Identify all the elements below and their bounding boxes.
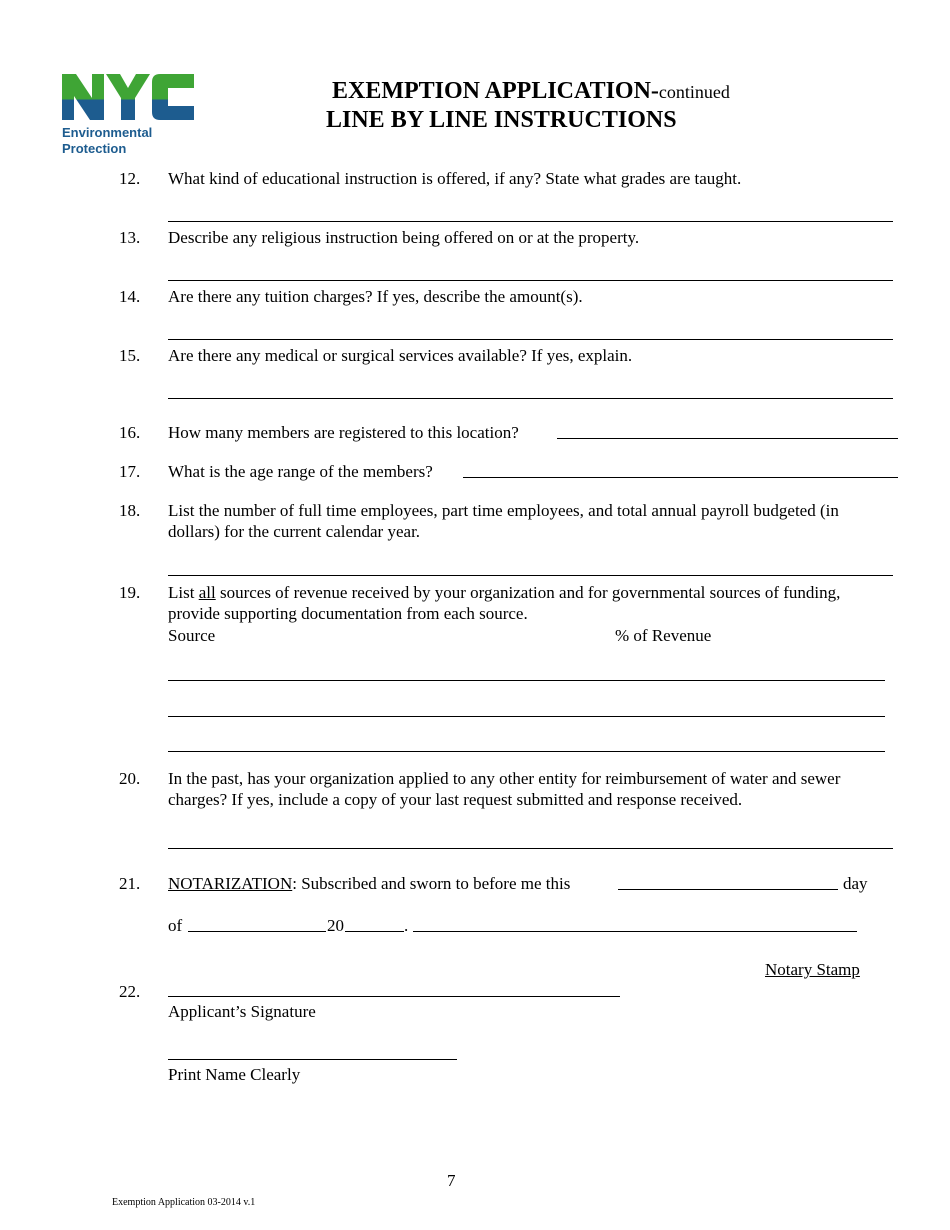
q19-revenue-line-2[interactable]: [168, 716, 885, 717]
q20-number: 20.: [119, 769, 141, 788]
page-subtitle: LINE BY LINE INSTRUCTIONS: [326, 107, 677, 133]
q21-year-prefix: 20: [327, 916, 344, 935]
page-title: EXEMPTION APPLICATION-continued: [332, 78, 730, 104]
applicant-signature-line[interactable]: [168, 996, 620, 997]
q13-answer-line[interactable]: [168, 280, 893, 281]
q19-number: 19.: [119, 583, 141, 602]
q16-answer-line[interactable]: [557, 438, 898, 439]
page-number: 7: [447, 1171, 456, 1190]
q21-text: NOTARIZATION: Subscribed and sworn to before me this: [168, 874, 571, 893]
q19-revenue-line-1[interactable]: [168, 680, 885, 681]
q15-number: 15.: [119, 346, 141, 365]
title-suffix: continued: [658, 82, 730, 102]
q12-text: What kind of educational instruction is offered, if any? State what grades are taught.: [168, 169, 742, 188]
q13-number: 13.: [119, 228, 141, 247]
nyc-dep-logo: [62, 74, 202, 156]
q21-month-line[interactable]: [188, 931, 326, 932]
q12-answer-line[interactable]: [168, 221, 893, 222]
q21-notary-signature-line[interactable]: [413, 931, 857, 932]
q18-text-line2: dollars) for the current calendar year.: [168, 522, 421, 541]
q19-column-revenue: % of Revenue: [615, 626, 712, 645]
q22-number: 22.: [119, 982, 141, 1001]
q17-text: What is the age range of the members?: [168, 462, 433, 481]
q18-answer-line[interactable]: [168, 575, 893, 576]
q21-day-label: day: [843, 874, 868, 893]
q18-number: 18.: [119, 501, 141, 520]
q15-text: Are there any medical or surgical services available? If yes, explain.: [168, 346, 633, 365]
q19-column-source: Source: [168, 626, 216, 645]
print-name-line[interactable]: [168, 1059, 457, 1060]
q21-day-line[interactable]: [618, 889, 838, 890]
notarization-label: NOTARIZATION: [168, 874, 293, 893]
q18-text-line1: List the number of full time employees, part time employees, and total annual payroll budgeted (in: [168, 501, 839, 520]
q15-answer-line[interactable]: [168, 398, 893, 399]
form-id: Exemption Application 03-2014 v.1: [112, 1197, 256, 1208]
q20-answer-line[interactable]: [168, 848, 893, 849]
logo-text-protection: Protection: [62, 141, 127, 156]
applicant-signature-label: Applicant’s Signature: [168, 1002, 316, 1021]
q12-number: 12.: [119, 169, 141, 188]
q14-answer-line[interactable]: [168, 339, 893, 340]
q21-year-line[interactable]: [345, 931, 404, 932]
q14-text: Are there any tuition charges? If yes, describe the amount(s).: [168, 287, 583, 306]
q16-number: 16.: [119, 423, 141, 442]
q17-number: 17.: [119, 462, 141, 481]
q21-number: 21.: [119, 874, 141, 893]
q17-answer-line[interactable]: [463, 477, 898, 478]
q14-number: 14.: [119, 287, 141, 306]
q20-text-line2: charges? If yes, include a copy of your last request submitted and response received.: [168, 790, 743, 809]
q19-emphasis: all: [198, 583, 216, 602]
q19-revenue-line-3[interactable]: [168, 751, 885, 752]
q13-text: Describe any religious instruction being offered on or at the property.: [168, 228, 640, 247]
q19-text-line1: List all sources of revenue received by your organization and for governmental sources of funding,: [168, 583, 841, 602]
q19-text-line2: provide supporting documentation from each source.: [168, 604, 528, 623]
q16-text: How many members are registered to this location?: [168, 423, 519, 442]
print-name-label: Print Name Clearly: [168, 1065, 301, 1084]
q21-of-label: of: [168, 916, 183, 935]
q21-period: .: [404, 916, 409, 935]
logo-text-environmental: Environmental: [62, 125, 153, 140]
nyc-logo-mark: [62, 74, 194, 120]
q20-text-line1: In the past, has your organization applied to any other entity for reimbursement of water and sewer: [168, 769, 841, 788]
notary-stamp-label: Notary Stamp: [765, 960, 860, 979]
